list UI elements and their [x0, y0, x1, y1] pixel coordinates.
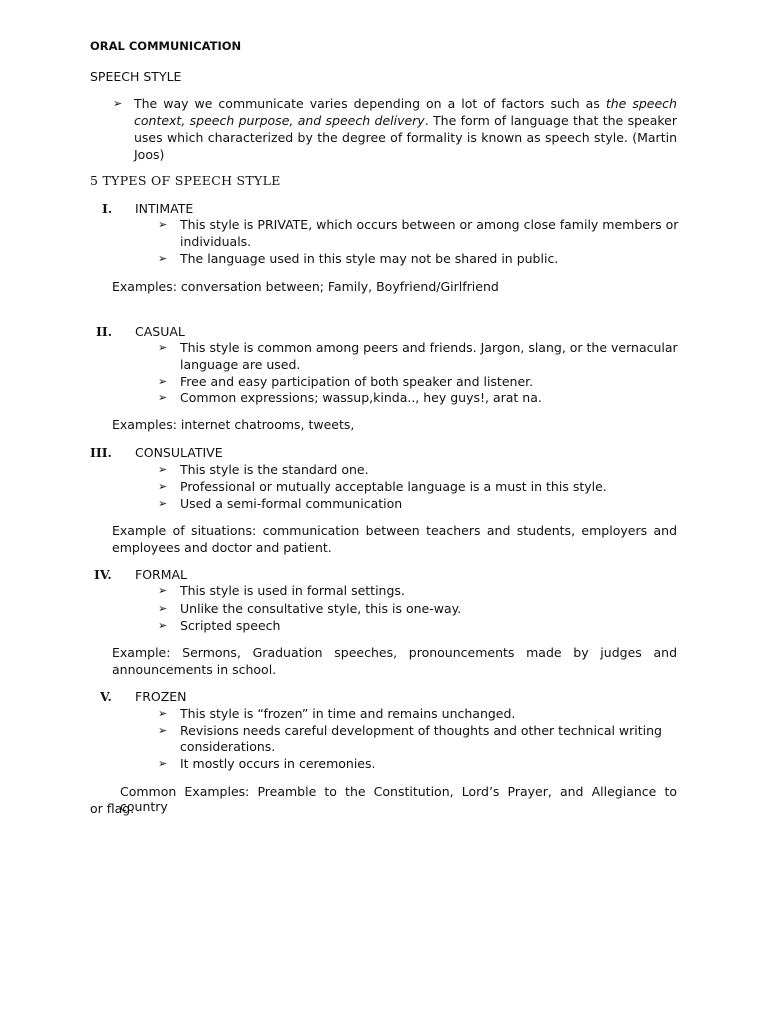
types-heading: 5 TYPES OF SPEECH STYLE — [90, 173, 281, 188]
bullet-icon: ➢ — [158, 218, 168, 231]
section-title: CONSULATIVE — [135, 445, 223, 460]
example-text: announcements in school. — [112, 662, 277, 677]
section-title: FROZEN — [135, 689, 187, 704]
bullet-text: Revisions needs careful development of thoughts and other technical writing — [180, 723, 662, 738]
bullet-icon: ➢ — [158, 375, 168, 388]
intro-line: The way we communicate varies depending on a lot of factors such as the speech — [134, 96, 677, 111]
example-text: or flag. — [90, 801, 135, 816]
bullet-text: Common expressions; wassup,kinda.., hey guys!, arat na. — [180, 390, 542, 405]
example-text: Examples: conversation between; Family, Boyfriend/Girlfriend — [112, 279, 499, 294]
bullet-text: Free and easy participation of both speaker and listener. — [180, 374, 534, 389]
bullet-text: Unlike the consultative style, this is one-way. — [180, 601, 462, 616]
section-numeral: I. — [102, 201, 113, 216]
bullet-text: This style is PRIVATE, which occurs between or among close family members or — [180, 217, 679, 232]
intro-line: uses which characterized by the degree of formality is known as speech style. (Martin — [134, 130, 677, 145]
intro-line: Joos) — [134, 147, 165, 162]
bullet-text: This style is common among peers and friends. Jargon, slang, or the vernacular — [180, 340, 678, 355]
bullet-icon: ➢ — [158, 757, 168, 770]
section-numeral: III. — [90, 445, 112, 460]
section-title: INTIMATE — [135, 201, 194, 216]
example-text: Example of situations: communication between teachers and students, employers and — [112, 523, 677, 538]
bullet-text: considerations. — [180, 739, 276, 754]
bullet-text: Used a semi-formal communication — [180, 496, 403, 511]
bullet-icon: ➢ — [158, 252, 168, 265]
document-header: ORAL COMMUNICATION — [90, 39, 242, 53]
bullet-text: Scripted speech — [180, 618, 281, 633]
bullet-icon: ➢ — [158, 602, 168, 615]
bullet-text: This style is “frozen” in time and remains unchanged. — [180, 706, 516, 721]
bullet-icon: ➢ — [158, 707, 168, 720]
example-text: Common Examples: Preamble to the Constitution, Lord’s Prayer, and Allegiance to country — [120, 784, 677, 814]
bullet-icon: ➢ — [158, 341, 168, 354]
section-title: FORMAL — [135, 567, 188, 582]
bullet-icon: ➢ — [158, 463, 168, 476]
bullet-icon: ➢ — [158, 497, 168, 510]
section-numeral: V. — [100, 689, 112, 704]
bullet-text: language are used. — [180, 357, 301, 372]
section-numeral: II. — [96, 324, 113, 339]
bullet-text: Professional or mutually acceptable language is a must in this style. — [180, 479, 607, 494]
bullet-icon: ➢ — [158, 391, 168, 404]
section-numeral: IV. — [94, 567, 112, 582]
example-text: Example: Sermons, Graduation speeches, pronouncements made by judges and — [112, 645, 677, 660]
page-heading: SPEECH STYLE — [90, 69, 182, 84]
bullet-icon: ➢ — [113, 97, 123, 110]
bullet-icon: ➢ — [158, 480, 168, 493]
section-title: CASUAL — [135, 324, 185, 339]
bullet-text: This style is the standard one. — [180, 462, 369, 477]
bullet-text: The language used in this style may not be shared in public. — [180, 251, 559, 266]
bullet-icon: ➢ — [158, 724, 168, 737]
bullet-text: This style is used in formal settings. — [180, 583, 405, 598]
example-text: employees and doctor and patient. — [112, 540, 332, 555]
bullet-text: It mostly occurs in ceremonies. — [180, 756, 376, 771]
bullet-text: individuals. — [180, 234, 252, 249]
example-text: Examples: internet chatrooms, tweets, — [112, 417, 355, 432]
bullet-icon: ➢ — [158, 584, 168, 597]
intro-line: context, speech purpose, and speech delivery. The form of language that the speaker — [134, 113, 677, 128]
bullet-icon: ➢ — [158, 619, 168, 632]
